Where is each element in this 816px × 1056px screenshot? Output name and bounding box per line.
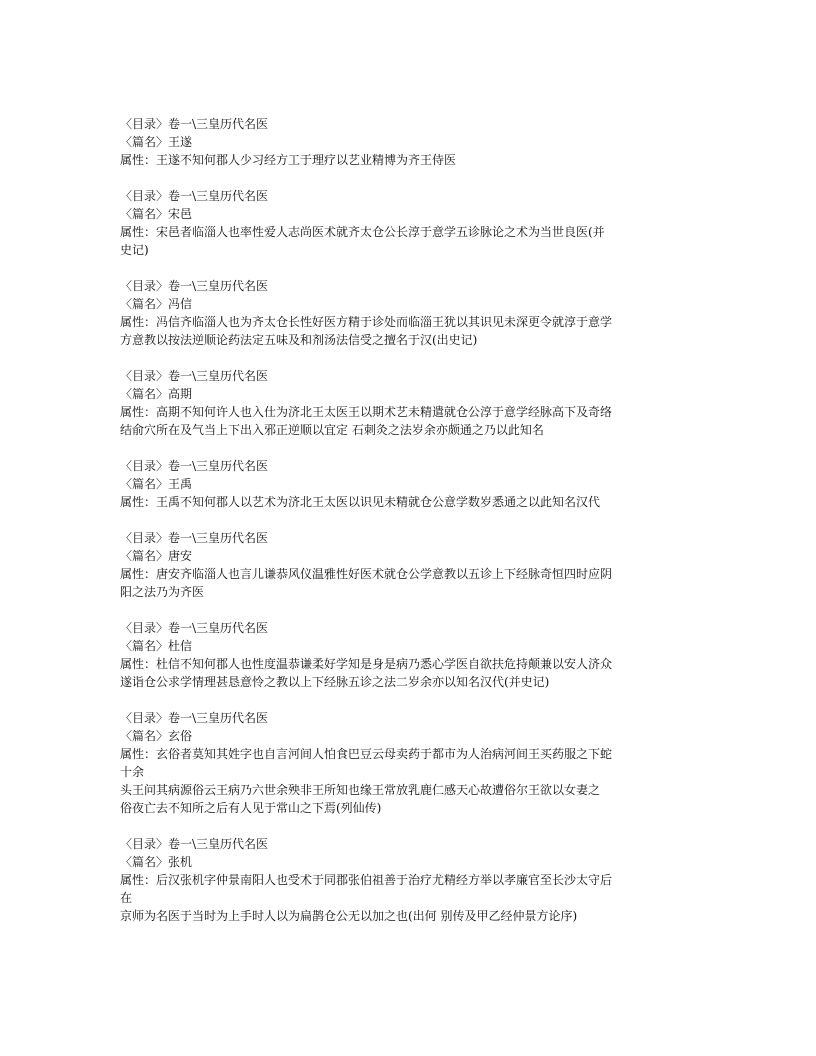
catalog-line: 〈目录〉卷一\三皇历代名医 (120, 279, 269, 293)
attribute-line: 属性：唐安齐临淄人也言儿谦恭风仪温雅性好医术就仓公学意教以五诊上下经脉奇恒四时应阴 (120, 567, 613, 581)
attribute-line: 属性：高期不知何许人也入仕为济北王太医王以期术艺未精遣就仓公淳于意学经脉高下及奇络 (120, 405, 613, 419)
attribute-line: 方意教以按法逆顺论药法定五味及和剂汤法信受之擅名于汉(出史记) (120, 333, 478, 347)
catalog-line: 〈目录〉卷一\三皇历代名医 (120, 531, 269, 545)
catalog-line: 〈目录〉卷一\三皇历代名医 (120, 711, 269, 725)
title-line: 〈篇名〉王禹 (120, 477, 193, 491)
entry (120, 709, 720, 817)
attribute-line: 属性：宋邑者临淄人也率性爱人志尚医术就齐太仓公长淳于意学五诊脉论之术为当世良医(并 (120, 225, 605, 239)
attribute-line: 阳之法乃为齐医 (120, 585, 205, 599)
attribute-line: 属性：王禹不知何郡人以艺术为济北王太医以识见未精就仓公意学数岁悉通之以此知名汉代 (120, 495, 601, 509)
attribute-line: 属性：王遂不知何郡人少习经方工于理疗以艺业精博为齐王侍医 (120, 153, 457, 167)
entry (120, 277, 720, 349)
catalog-line: 〈目录〉卷一\三皇历代名医 (120, 189, 269, 203)
attribute-line: 头王问其病源俗云王病乃六世余殃非王所知也缘王常放乳鹿仁感天心故遭俗尔王欲以女妻之 (120, 783, 601, 797)
attribute-line: 京师为名医于当时为上手时人以为扁鹊仓公无以加之也(出何 别传及甲乙经仲景方论序) (120, 909, 578, 923)
title-line: 〈篇名〉张机 (120, 855, 193, 869)
title-line: 〈篇名〉高期 (120, 387, 193, 401)
catalog-line: 〈目录〉卷一\三皇历代名医 (120, 117, 269, 131)
entry (120, 187, 720, 259)
attribute-line: 俗夜亡去不知所之后有人见于常山之下焉(列仙传) (120, 801, 382, 815)
catalog-line: 〈目录〉卷一\三皇历代名医 (120, 621, 269, 635)
entry (120, 457, 720, 511)
attribute-line: 史记) (120, 243, 149, 257)
catalog-line: 〈目录〉卷一\三皇历代名医 (120, 369, 269, 383)
title-line: 〈篇名〉唐安 (120, 549, 193, 563)
entry (120, 619, 720, 691)
attribute-line: 属性：玄俗者莫知其姓字也自言河间人怕食巴豆云母卖药于都市为人治病河间王买药服之下蛇 (120, 747, 613, 761)
title-line: 〈篇名〉宋邑 (120, 207, 193, 221)
catalog-line: 〈目录〉卷一\三皇历代名医 (120, 459, 269, 473)
title-line: 〈篇名〉玄俗 (120, 729, 193, 743)
attribute-line: 属性：后汉张机字仲景南阳人也受术于同郡张伯祖善于治疗尤精经方举以孝廉官至长沙太守后 (120, 873, 613, 887)
entry (120, 529, 720, 601)
attribute-line: 十余 (120, 765, 145, 779)
attribute-line: 属性：杜信不知何郡人也性度温恭谦柔好学知是身是病乃悉心学医自欲扶危持颠兼以安人济众 (120, 657, 613, 671)
entry (120, 115, 720, 169)
entry (120, 835, 720, 925)
title-line: 〈篇名〉王遂 (120, 135, 193, 149)
title-line: 〈篇名〉冯信 (120, 297, 193, 311)
catalog-line: 〈目录〉卷一\三皇历代名医 (120, 837, 269, 851)
attribute-line: 属性：冯信齐临淄人也为齐太仓长性好医方精于诊处而临淄王犹以其识见未深更令就淳于意学 (120, 315, 613, 329)
title-line: 〈篇名〉杜信 (120, 639, 193, 653)
attribute-line: 遂诣仓公求学情理甚恳意怜之教以上下经脉五诊之法二岁余亦以知名汉代(并史记) (120, 675, 550, 689)
entry (120, 367, 720, 439)
attribute-line: 在 (120, 891, 133, 905)
attribute-line: 结俞穴所在及气当上下出入邪正逆顺以宜定 石刺灸之法岁余亦颇通之乃以此知名 (120, 423, 544, 437)
document-body (120, 115, 720, 943)
